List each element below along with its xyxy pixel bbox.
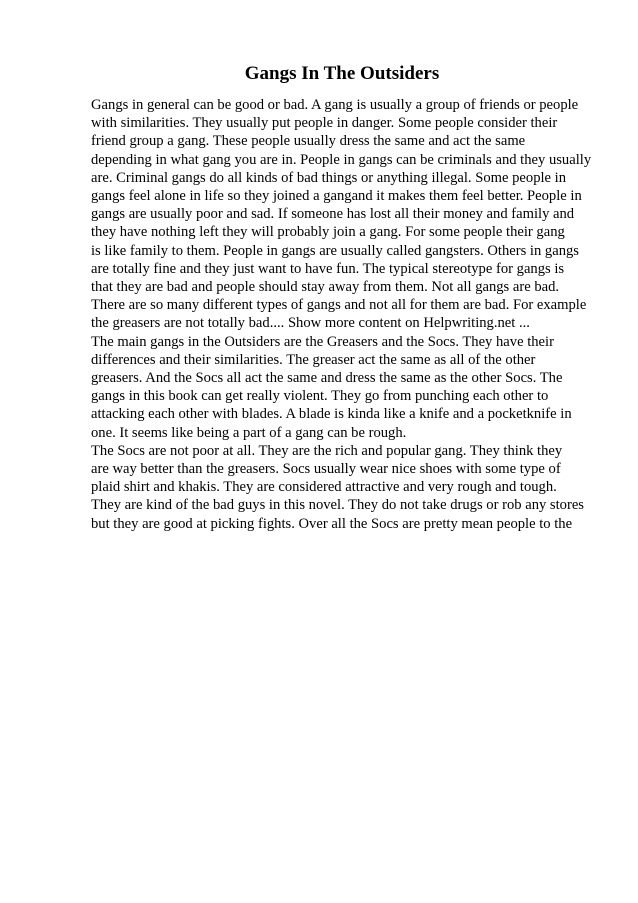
text-line: depending in what gang you are in. People in gangs can be criminals and they usually: [91, 151, 592, 168]
document-title: Gangs In The Outsiders: [244, 63, 440, 84]
text-line: are way better than the greasers. Socs usually wear nice shoes with some type of: [91, 461, 561, 478]
text-line: gangs feel alone in life so they joined a gangand it makes them feel better. People in: [91, 188, 582, 205]
text-line: greasers. And the Socs all act the same and dress the same as the other Socs. The: [91, 370, 563, 387]
text-line: that they are bad and people should stay away from them. Not all gangs are bad.: [91, 279, 560, 296]
text-line: with similarities. They usually put people in danger. Some people consider their: [91, 115, 558, 132]
text-line: are. Criminal gangs do all kinds of bad things or anything illegal. Some people in: [91, 169, 567, 186]
text-line: The Socs are not poor at all. They are the rich and popular gang. They think they: [91, 442, 563, 459]
text-line: Gangs in general can be good or bad. A gang is usually a group of friends or people: [91, 97, 579, 113]
text-line: but they are good at picking fights. Over all the Socs are pretty mean people to the: [91, 515, 573, 532]
text-line: attacking each other with blades. A blade is kinda like a knife and a pocketknife in: [91, 406, 572, 423]
text-line: gangs are usually poor and sad. If someone has lost all their money and family and: [91, 206, 575, 223]
document-body: [91, 96, 601, 533]
text-line: are totally fine and they just want to have fun. The typical stereotype for gangs is: [91, 260, 565, 277]
text-line: gangs in this book can get really violent. They go from punching each other to: [91, 388, 549, 405]
text-line: is like family to them. People in gangs are usually called gangsters. Others in gangs: [91, 242, 579, 259]
text-line: they have nothing left they will probably join a gang. For some people their gang: [91, 224, 565, 241]
text-line: plaid shirt and khakis. They are considered attractive and very rough and tough.: [91, 479, 557, 496]
text-line: There are so many different types of gangs and not all for them are bad. For example: [91, 297, 587, 314]
text-line: one. It seems like being a part of a gang can be rough.: [91, 424, 407, 441]
text-line: friend group a gang. These people usually dress the same and act the same: [91, 133, 526, 150]
text-line: They are kind of the bad guys in this novel. They do not take drugs or rob any stores: [91, 497, 584, 514]
text-line: differences and their similarities. The greaser act the same as all of the other: [91, 351, 536, 368]
text-line: The main gangs in the Outsiders are the Greasers and the Socs. They have their: [91, 333, 554, 350]
text-line: the greasers are not totally bad.... Show more content on Helpwriting.net ...: [91, 315, 530, 332]
